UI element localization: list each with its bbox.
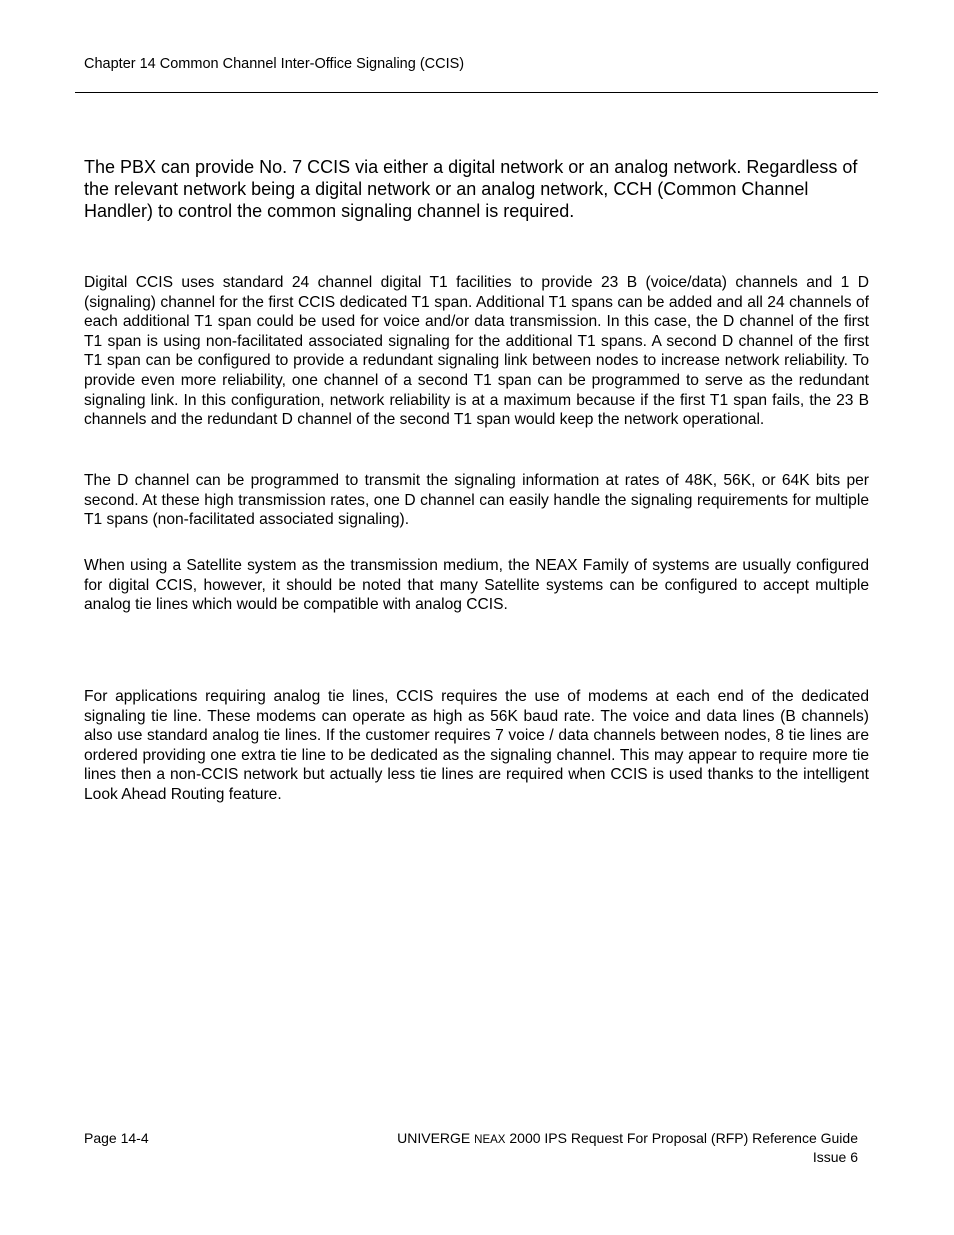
footer-guide-title [397,1130,858,1166]
intro-paragraph: The PBX can provide No. 7 CCIS via either a digital network or an analog network. Regardless of the relevant network being a digital network or an analog network, CCH (Common Channel Handler) to control the common signaling channel is required. [84,157,858,221]
chapter-header: Chapter 14 Common Channel Inter-Office Signaling (CCIS) [84,56,465,72]
footer-guide-suffix: 2000 IPS Request For Proposal (RFP) Reference Guide [505,1130,858,1146]
footer-issue: Issue 6 [812,1149,858,1165]
d-channel-rate-paragraph: The D channel can be programmed to transmit the signaling information at rates of 48K, 56K, or 64K bits per second. At these high transmission rates, one D channel can easily handle the signaling requirements for multiple T1 spans (non-facilitated associated signaling). [84,472,869,529]
digital-ccis-paragraph: Digital CCIS uses standard 24 channel digital T1 facilities to provide 23 B (voice/data) channels and 1 D (signaling) channel for the first CCIS dedicated T1 span. Additional T1 spans can be added and all 24 channels of each additional T1 span could be used for voice and/or data transmission. In this case, the D channel of the first T1 span is using non-facilitated associated signaling for the additional T1 spans. A second D channel of the first T1 span can be configured to provide a redundant signaling link between nodes to increase network reliability. To provide even more reliability, one channel of a second T1 span can be programmed to serve as the redundant signaling link. In this configuration, network reliability is at a maximum because if the first T1 span fails, the 23 B channels and the redundant D channel of the second T1 span would keep the network operational. [84,274,869,429]
header-divider [75,92,878,93]
satellite-paragraph: When using a Satellite system as the transmission medium, the NEAX Family of systems are usually configured for digital CCIS, however, it should be noted that many Satellite systems can be configured to accept multiple analog tie lines which would be compatible with analog CCIS. [84,557,869,614]
footer-guide-neax: NEAX [474,1134,506,1146]
page-number: Page 14-4 [84,1130,149,1146]
footer-guide-line [397,1130,858,1149]
analog-ccis-paragraph: For applications requiring analog tie lines, CCIS requires the use of modems at each end of the dedicated signaling tie line. These modems can operate as high as 56K baud rate. The voice and data lines (B channels) also use standard analog tie lines. If the customer requires 7 voice / data channels between nodes, 8 tie lines are ordered providing one extra tie line to be dedicated as the signaling channel. This may appear to require more tie lines then a non-CCIS network but actually less tie lines are required when CCIS is used thanks to the intelligent Look Ahead Routing feature. [84,688,869,803]
footer-guide-prefix: UNIVERGE [397,1130,475,1146]
